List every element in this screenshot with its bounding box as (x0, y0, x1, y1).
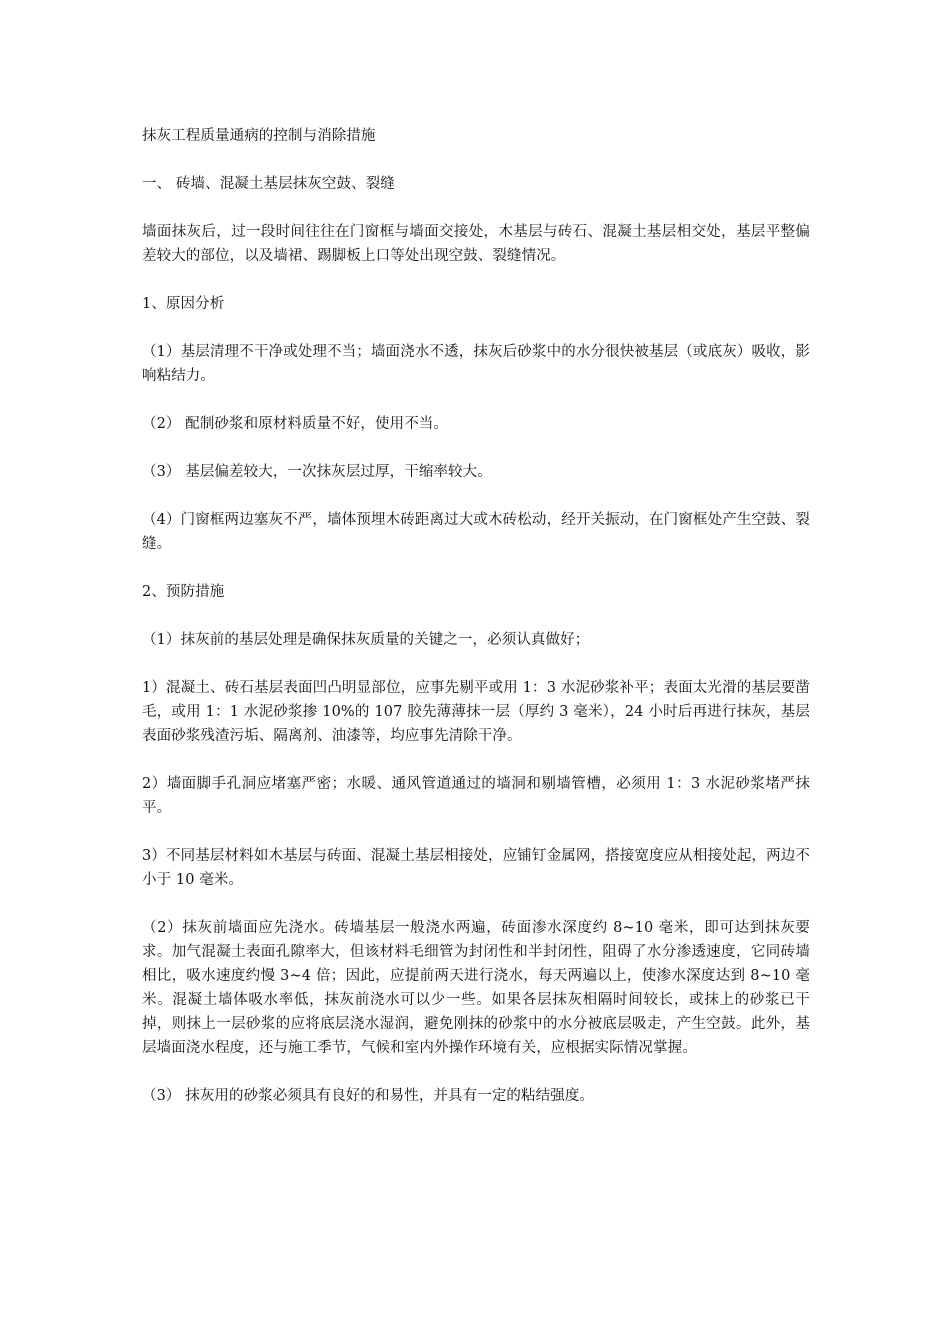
prevention-heading: 2、预防措施 (142, 584, 225, 600)
cause-heading: 1、原因分析 (142, 296, 225, 312)
prevention-subitem-2: 2）墙面脚手孔洞应堵塞严密；水暖、通风管道通过的墙洞和剔墙管槽，必须用 1：3 水泥砂浆堵严抹平。 (142, 776, 810, 816)
prevention-subitem-3: 3）不同基层材料如木基层与砖面、混凝土基层相接处，应铺钉金属网，搭接宽度应从相接处起，两边不小于 10 毫米。 (142, 848, 810, 888)
cause-item-3: （3） 基层偏差较大，一次抹灰层过厚，干缩率较大。 (142, 464, 492, 480)
cause-item-1: （1）基层清理不干净或处理不当；墙面浇水不透，抹灰后砂浆中的水分很快被基层（或底灰）吸收，影响粘结力。 (142, 344, 810, 384)
document-body (142, 124, 810, 1108)
cause-item-4: （4）门窗框两边塞灰不严，墙体预埋木砖距离过大或木砖松动，经开关振动，在门窗框处产生空鼓、裂缝。 (142, 512, 810, 552)
cause-item-2: （2） 配制砂浆和原材料质量不好，使用不当。 (142, 416, 449, 432)
prevention-item-2: （2）抹灰前墙面应先浇水。砖墙基层一般浇水两遍，砖面渗水深度约 8~10 毫米，即可达到抹灰要求。加气混凝土表面孔隙率大，但该材料毛细管为封闭性和半封闭性，阻碍了水分渗透速度，它同砖墙相比，吸水速度约慢 3~4 倍；因此，应提前两天进行浇水，每天两遍以上，使渗水深度达到 8~10 毫米。混凝土墙体吸水率低，抹灰前浇水可以少一些。如果各层抹灰相隔时间较长，或抹上的砂浆已干掉，则抹上一层砂浆的应将底层浇水湿润，避免刚抹的砂浆中的水分被底层吸走，产生空鼓。此外，基层墙面浇水程度，还与施工季节，气候和室内外操作环境有关，应根据实际情况掌握。 (142, 920, 810, 1056)
document-title: 抹灰工程质量通病的控制与消除措施 (142, 128, 376, 144)
prevention-subitem-1: 1）混凝土、砖石基层表面凹凸明显部位，应事先剔平或用 1：3 水泥砂浆补平；表面太光滑的基层要凿毛，或用 1：1 水泥砂浆掺 10%的 107 胶先薄薄抹一层（厚约 3 毫米），24 小时后再进行抹灰，基层表面砂浆残渣污垢、隔离剂、油漆等，均应事先清除干净。 (142, 680, 810, 744)
prevention-item-3: （3） 抹灰用的砂浆必须具有良好的和易性，并具有一定的粘结强度。 (142, 1088, 595, 1104)
section-heading: 一、 砖墙、混凝土基层抹灰空鼓、裂缝 (142, 176, 395, 192)
prevention-item-1: （1）抹灰前的基层处理是确保抹灰质量的关键之一，必须认真做好； (142, 632, 590, 648)
intro-paragraph: 墙面抹灰后，过一段时间往往在门窗框与墙面交接处，木基层与砖石、混凝土基层相交处，基层平整偏差较大的部位，以及墙裙、踢脚板上口等处出现空鼓、裂缝情况。 (142, 224, 810, 264)
